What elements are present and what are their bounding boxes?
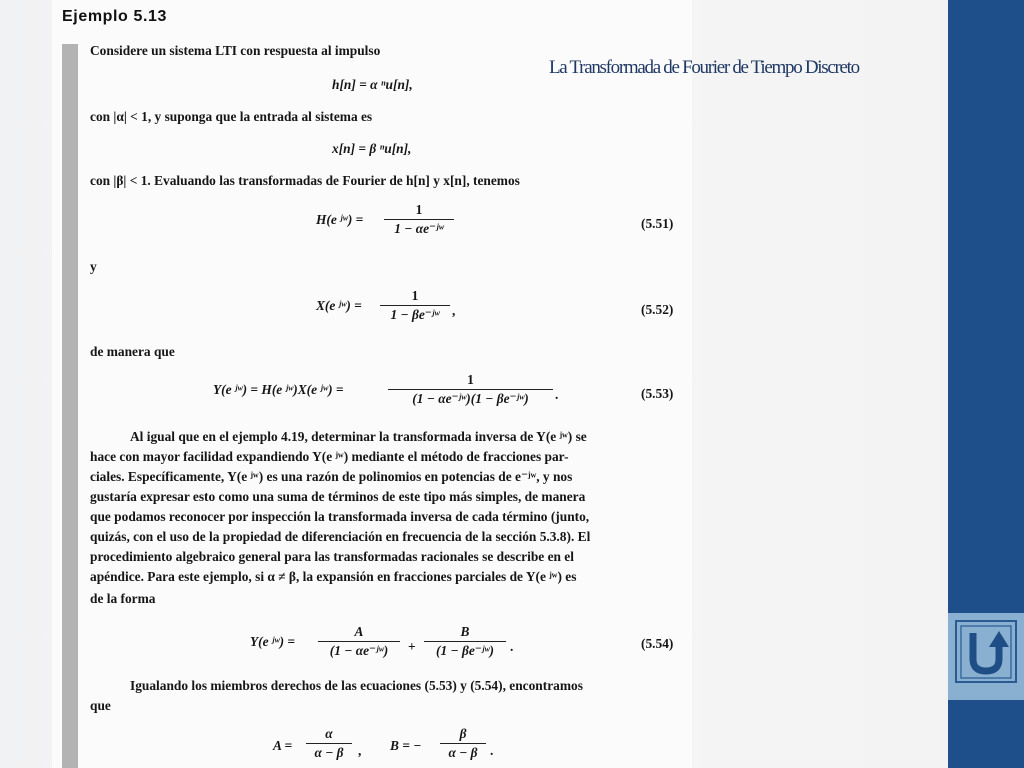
eqA-fraction — [306, 726, 352, 761]
eqB-denominator: α − β — [448, 745, 478, 760]
eq553-fraction — [388, 372, 553, 407]
para1-line: gustaría expresar esto como una suma de términos de este tipo más simples, de manera — [90, 489, 586, 504]
eq551-fraction — [384, 202, 454, 237]
text-que: que — [90, 698, 111, 713]
eq551-number: (5.51) — [641, 216, 674, 231]
eqA-numerator: α — [325, 726, 333, 741]
para1-line: quizás, con el uso de la propiedad de diferenciación en frecuencia de la sección 5.3.8). El — [90, 529, 591, 544]
eq554-plus: + — [408, 639, 416, 654]
eq553-denominator: (1 − αe⁻ʲʷ)(1 − βe⁻ʲʷ) — [412, 391, 529, 406]
fraction-bar — [306, 743, 352, 744]
return-button[interactable] — [955, 620, 1017, 683]
para1-line: apéndice. Para este ejemplo, si α ≠ β, la expansión en fracciones parciales de Y(e ʲʷ) es — [90, 569, 577, 584]
eqB-lhs: B = − — [390, 738, 422, 753]
text-line-4: de manera que — [90, 344, 175, 359]
text-line-1: Considere un sistema LTI con respuesta al impulso — [90, 43, 381, 58]
eq552-numerator: 1 — [411, 288, 419, 303]
eq552-trail: , — [452, 303, 456, 318]
eq553-trail: . — [555, 387, 559, 402]
eq554-trail: . — [510, 639, 514, 654]
eq554-fraction-a — [318, 624, 400, 659]
eq554-numerator-b: B — [460, 624, 470, 639]
eq552-lhs: X(e ʲʷ) = — [316, 298, 362, 313]
fraction-bar — [318, 641, 400, 642]
para2-line: Igualando los miembros derechos de las ecuaciones (5.53) y (5.54), encontramos — [130, 678, 583, 693]
eqA-denominator: α − β — [314, 745, 344, 760]
eq553-number: (5.53) — [641, 386, 674, 401]
eq554-fraction-b — [424, 624, 506, 659]
text-line-3: con |β| < 1. Evaluando las transformadas de Fourier de h[n] y x[n], tenemos — [90, 173, 520, 188]
eq552-fraction — [380, 288, 450, 323]
text-line-2: con |α| < 1, y suponga que la entrada al sistema es — [90, 109, 373, 124]
eq554-numerator-a: A — [354, 624, 364, 639]
example-heading: Ejemplo 5.13 — [62, 8, 168, 25]
return-arrow-icon — [960, 625, 1012, 679]
fraction-bar — [440, 743, 486, 744]
para1-line: ciales. Específicamente, Y(e ʲʷ) es una razón de polinomios en potencias de e⁻ʲʷ, y nos — [90, 469, 573, 484]
eqB-fraction — [440, 726, 486, 761]
eqA-lhs: A = — [273, 738, 293, 753]
eq551-denominator: 1 − αe⁻ʲʷ — [394, 221, 444, 236]
text-y: y — [90, 259, 97, 274]
eq551-lhs: H(e ʲʷ) = — [316, 212, 364, 227]
fraction-bar — [384, 219, 454, 220]
eqAB-separator: , — [358, 743, 362, 758]
eq554-denominator-b: (1 − βe⁻ʲʷ) — [436, 643, 494, 658]
eq554-lhs: Y(e ʲʷ) = — [250, 634, 296, 649]
eq552-denominator: 1 − βe⁻ʲʷ — [390, 307, 440, 322]
fraction-bar — [380, 305, 450, 306]
para1-line: que podamos reconocer por inspección la transformada inversa de cada término (junto, — [90, 509, 590, 524]
eq553-numerator: 1 — [467, 372, 474, 387]
eqB-trail: . — [490, 743, 494, 758]
para1-line: procedimiento algebraico general para las transformadas racionales se describe en el — [90, 549, 574, 564]
para1-line: de la forma — [90, 591, 156, 606]
page-margin-strip — [62, 44, 78, 768]
eq554-denominator-a: (1 − αe⁻ʲʷ) — [329, 643, 389, 658]
fraction-bar — [424, 641, 506, 642]
fraction-bar — [388, 389, 553, 390]
para1-line: hace con mayor facilidad expandiendo Y(e ʲʷ) mediante el método de fracciones par- — [90, 449, 569, 464]
equation-impulse-response: h[n] = α ⁿu[n], — [332, 77, 413, 92]
eqB-numerator: β — [459, 726, 467, 741]
eq554-number: (5.54) — [641, 636, 674, 651]
eq552-number: (5.52) — [641, 302, 674, 317]
para1-line: Al igual que en el ejemplo 4.19, determinar la transformada inversa de Y(e ʲʷ) se — [130, 429, 587, 444]
equation-input: x[n] = β ⁿu[n], — [332, 141, 412, 156]
eq553-lhs: Y(e ʲʷ) = H(e ʲʷ)X(e ʲʷ) = — [213, 382, 344, 397]
eq551-numerator: 1 — [415, 202, 423, 217]
slide-title: La Transformada de Fourier de Tiempo Discreto — [549, 57, 859, 78]
